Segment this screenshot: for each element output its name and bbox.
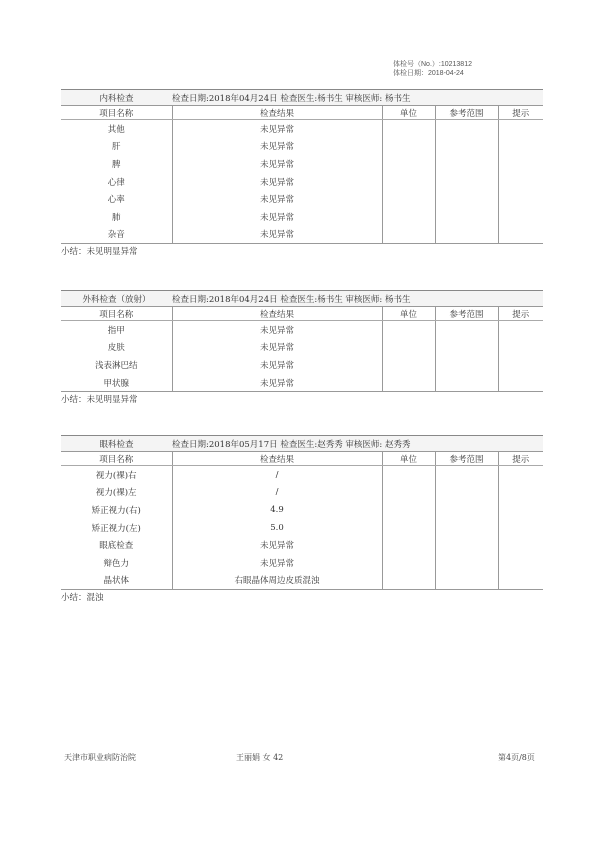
table-cell: [498, 138, 543, 156]
table-cell: 辩色力: [103, 558, 129, 569]
table-cell: [382, 536, 435, 554]
table-cell: 眼底检查: [99, 541, 134, 552]
table-cell: [435, 190, 498, 208]
table-cell: [435, 356, 498, 374]
column-header: 单位: [382, 452, 435, 466]
table-header-row: [61, 452, 543, 466]
table-cell: 右眼晶体周边皮质混浊: [172, 572, 382, 590]
table-cell: 未见异常: [172, 374, 382, 392]
table-cell: 未见异常: [172, 321, 382, 339]
table-cell: [498, 536, 543, 554]
table-cell: 皮肤: [107, 343, 125, 354]
table-row: [61, 208, 543, 226]
table-cell: [382, 155, 435, 173]
table-cell: [435, 572, 498, 590]
table-cell: [435, 339, 498, 357]
column-header: 提示: [498, 452, 543, 466]
table-cell: [435, 501, 498, 519]
table-cell: 甲状腺: [103, 378, 129, 389]
table-header-row: [61, 106, 543, 120]
table-cell: 视力(裸)左: [95, 488, 137, 499]
table-cell: [498, 554, 543, 572]
column-header: 参考范围: [435, 452, 498, 466]
column-header: 项目名称: [61, 452, 172, 466]
table-row: [61, 356, 543, 374]
table-cell: [435, 321, 498, 339]
table-cell: 未见异常: [172, 120, 382, 138]
table-cell: [382, 484, 435, 502]
table-cell: 肝: [111, 142, 121, 153]
exam-number: 体检号（No.）:10213812: [393, 61, 472, 68]
table-cell: [498, 356, 543, 374]
table-cell: /: [172, 466, 382, 484]
table-row: [61, 226, 543, 244]
result-table: [61, 106, 543, 243]
column-header: 单位: [382, 307, 435, 321]
table-cell: [435, 208, 498, 226]
table-cell: [498, 484, 543, 502]
table-cell: [498, 208, 543, 226]
table-cell: [382, 173, 435, 191]
table-cell: [435, 173, 498, 191]
table-cell: 未见异常: [172, 208, 382, 226]
table-row: [61, 554, 543, 572]
table-cell: [498, 374, 543, 392]
exam-meta: [393, 60, 472, 78]
table-row: [61, 536, 543, 554]
table-row: [61, 173, 543, 191]
table-cell: 肺: [111, 212, 121, 223]
table-cell: [498, 339, 543, 357]
table-cell: 视力(裸)右: [95, 470, 137, 481]
table-cell: [382, 208, 435, 226]
table-cell: [435, 120, 498, 138]
table-cell: [435, 374, 498, 392]
section-title: 内科检查: [99, 93, 134, 104]
table-cell: [498, 466, 543, 484]
column-header: 项目名称: [61, 307, 172, 321]
section-title: 眼科检查: [99, 439, 134, 450]
table-cell: 矫正视力(右): [91, 505, 141, 516]
footer-hospital: 天津市职业病防治院: [64, 753, 136, 762]
column-header: 检查结果: [172, 452, 382, 466]
table-cell: 5.0: [172, 519, 382, 537]
table-cell: [382, 374, 435, 392]
table-row: [61, 572, 543, 590]
table-cell: [435, 138, 498, 156]
table-cell: [498, 321, 543, 339]
section-info: 检查日期:2018年04月24日 检查医生:杨书生 审核医师: 杨书生: [172, 93, 411, 104]
table-cell: /: [172, 484, 382, 502]
table-cell: 其他: [107, 124, 125, 135]
table-cell: [498, 120, 543, 138]
column-header: 提示: [498, 106, 543, 120]
table-cell: 浅表淋巴结: [94, 360, 138, 371]
section-info: 检查日期:2018年04月24日 检查医生:杨书生 审核医师: 杨书生: [172, 294, 411, 305]
table-cell: 心律: [107, 177, 125, 188]
table-cell: 未见异常: [172, 339, 382, 357]
section-summary: 小结：未见明显异常: [61, 243, 543, 260]
column-header: 检查结果: [172, 106, 382, 120]
table-cell: 未见异常: [172, 226, 382, 244]
section-header: [61, 435, 543, 452]
table-cell: [435, 554, 498, 572]
table-cell: [382, 226, 435, 244]
table-cell: 未见异常: [172, 554, 382, 572]
table-row: [61, 519, 543, 537]
table-row: [61, 484, 543, 502]
table-cell: [435, 536, 498, 554]
table-cell: [498, 501, 543, 519]
table-cell: 未见异常: [172, 536, 382, 554]
table-cell: [498, 572, 543, 590]
table-cell: 未见异常: [172, 155, 382, 173]
column-header: 项目名称: [61, 106, 172, 120]
table-cell: [498, 190, 543, 208]
column-header: 单位: [382, 106, 435, 120]
result-table: [61, 307, 543, 391]
table-cell: [435, 155, 498, 173]
table-cell: [435, 519, 498, 537]
table-cell: [435, 466, 498, 484]
table-cell: [382, 120, 435, 138]
exam-section: [61, 89, 543, 260]
table-cell: 心率: [107, 195, 125, 206]
table-row: [61, 120, 543, 138]
section-summary: 小结：混浊: [61, 589, 543, 606]
section-header: [61, 290, 543, 307]
table-cell: [382, 356, 435, 374]
table-cell: [382, 554, 435, 572]
exam-section: [61, 435, 543, 606]
table-cell: 矫正视力(左): [91, 523, 141, 534]
column-header: 参考范围: [435, 307, 498, 321]
table-cell: [498, 173, 543, 191]
table-row: [61, 321, 543, 339]
table-cell: [382, 339, 435, 357]
table-cell: 未见异常: [172, 138, 382, 156]
table-header-row: [61, 307, 543, 321]
table-row: [61, 466, 543, 484]
table-row: [61, 190, 543, 208]
section-header: [61, 89, 543, 106]
column-header: 检查结果: [172, 307, 382, 321]
exam-date: 体检日期：2018-04-24: [393, 70, 464, 77]
table-cell: 脾: [111, 159, 121, 170]
table-cell: [382, 321, 435, 339]
table-cell: [382, 519, 435, 537]
table-cell: 未见异常: [172, 173, 382, 191]
table-cell: [382, 466, 435, 484]
table-row: [61, 501, 543, 519]
table-cell: [382, 190, 435, 208]
exam-section: [61, 290, 543, 408]
table-cell: [435, 226, 498, 244]
column-header: 提示: [498, 307, 543, 321]
footer-patient: 王丽娟 女 42: [236, 753, 284, 762]
table-cell: 未见异常: [172, 356, 382, 374]
table-row: [61, 155, 543, 173]
table-cell: 晶状体: [103, 576, 129, 587]
footer-page: 第4页/8页: [498, 753, 535, 762]
section-summary: 小结：未见明显异常: [61, 391, 543, 408]
table-cell: 指甲: [107, 325, 125, 336]
table-cell: [382, 138, 435, 156]
result-table: [61, 452, 543, 589]
table-cell: [382, 572, 435, 590]
table-cell: 未见异常: [172, 190, 382, 208]
table-cell: [498, 226, 543, 244]
table-cell: [498, 155, 543, 173]
table-row: [61, 339, 543, 357]
table-row: [61, 374, 543, 392]
table-cell: [498, 519, 543, 537]
section-info: 检查日期:2018年05月17日 检查医生:赵秀秀 审核医师: 赵秀秀: [172, 439, 411, 450]
table-cell: [435, 484, 498, 502]
column-header: 参考范围: [435, 106, 498, 120]
table-row: [61, 138, 543, 156]
table-cell: 杂音: [107, 230, 125, 241]
section-title: 外科检查（放射）: [82, 294, 151, 305]
table-cell: 4.9: [172, 501, 382, 519]
table-cell: [382, 501, 435, 519]
